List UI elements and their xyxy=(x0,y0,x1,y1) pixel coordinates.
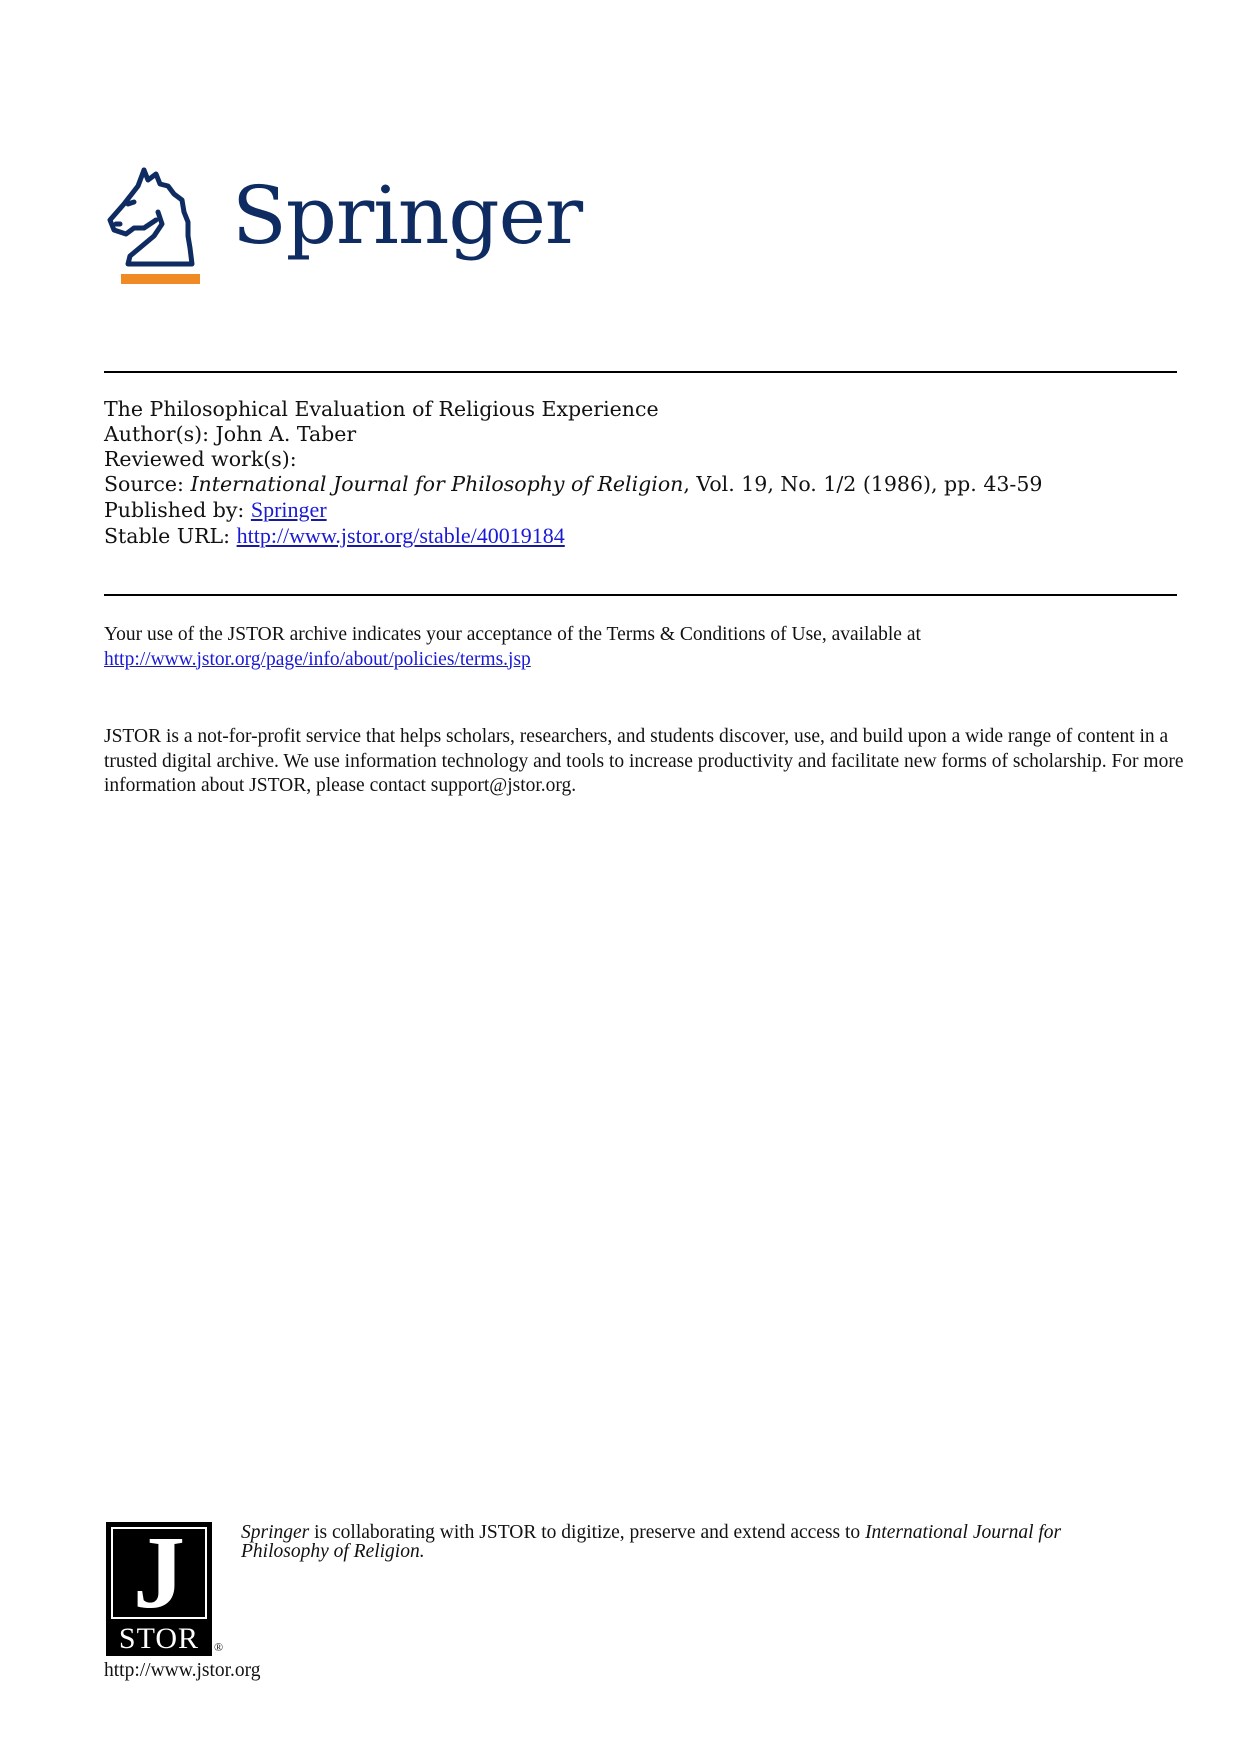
collab-line-1 xyxy=(241,1523,1171,1542)
source-journal: International Journal for Philosophy of Religion xyxy=(190,472,684,496)
article-title: The Philosophical Evaluation of Religious Experience xyxy=(104,397,659,421)
knight-horse-icon xyxy=(104,164,214,276)
collab-text: is collaborating with JSTOR to digitize, preserve and extend access to xyxy=(309,1522,866,1543)
jstor-url: http://www.jstor.org xyxy=(104,1660,261,1681)
about-jstor: JSTOR is a not-for-profit service that helps scholars, researchers, and students discover, use, and build upon a wide range of content in a trusted digital archive. We use information technology and tools to increase productivity and facilitate new forms of scholarship. For more information about JSTOR, please contact support@jstor.org. xyxy=(104,726,1184,796)
stable-url-line xyxy=(104,523,1042,549)
citation-block xyxy=(104,397,1042,549)
collaboration-notice xyxy=(241,1523,1171,1561)
author-name: John A. Taber xyxy=(215,422,357,446)
terms-notice xyxy=(104,623,1184,672)
terms-link[interactable]: http://www.jstor.org/page/info/about/policies/terms.jsp xyxy=(104,648,531,670)
published-label: Published by: xyxy=(104,498,245,522)
collab-journal-part2: Philosophy of Religion. xyxy=(241,1541,425,1562)
source-label: Source: xyxy=(104,472,184,496)
registered-mark: ® xyxy=(214,1640,224,1654)
stable-url-link[interactable]: http://www.jstor.org/stable/40019184 xyxy=(236,523,565,548)
stable-url-label: Stable URL: xyxy=(104,524,231,548)
reviewed-works-line xyxy=(104,447,1042,472)
springer-wordmark: Springer xyxy=(232,169,583,262)
jstor-logo-text: STOR xyxy=(118,1622,200,1655)
jstor-logo-frame xyxy=(111,1515,207,1630)
divider xyxy=(104,371,1177,373)
springer-accent-bar xyxy=(121,274,200,284)
reviewed-label: Reviewed work(s): xyxy=(104,447,297,471)
terms-text: Your use of the JSTOR archive indicates your acceptance of the Terms & Conditions of Use, available at xyxy=(104,624,921,645)
source-details: , Vol. 19, No. 1/2 (1986), pp. 43-59 xyxy=(683,472,1043,496)
publisher-line xyxy=(104,497,1042,523)
collab-publisher: Springer xyxy=(241,1522,310,1543)
source-line xyxy=(104,472,1042,497)
publisher-link[interactable]: Springer xyxy=(250,497,327,522)
collab-journal-part1: International Journal for xyxy=(865,1522,1062,1543)
divider xyxy=(104,594,1177,596)
author-label: Author(s): xyxy=(104,422,210,446)
author-line xyxy=(104,422,1042,447)
jstor-logo-letter: J xyxy=(133,1515,185,1630)
jstor-logo xyxy=(106,1515,212,1656)
